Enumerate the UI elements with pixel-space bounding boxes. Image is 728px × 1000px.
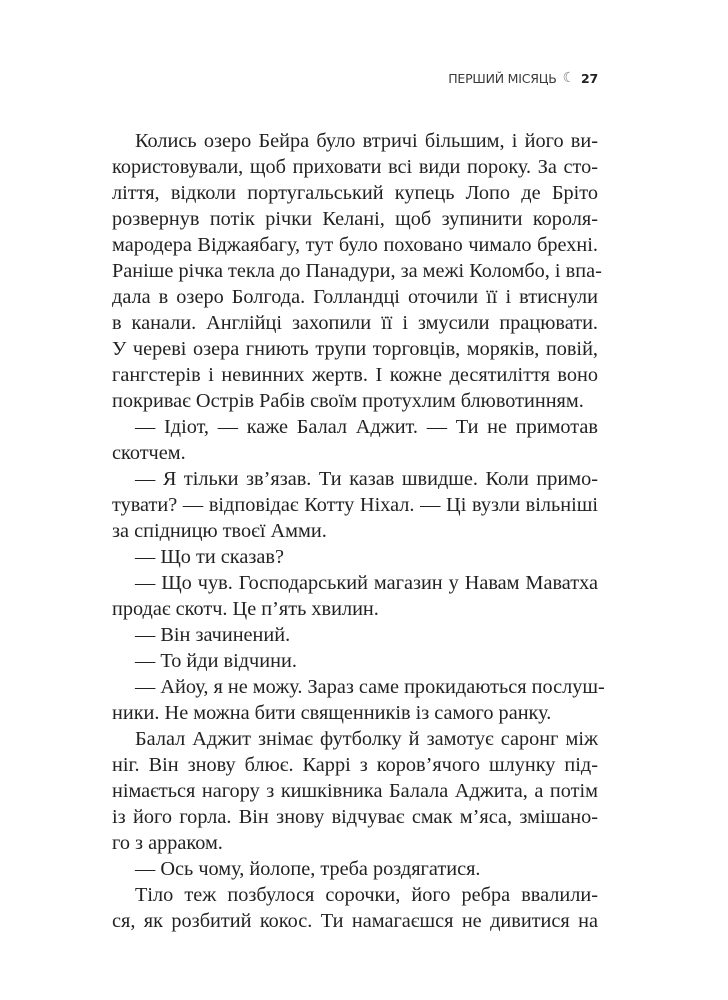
- text-line: покриває Острів Рабів своїм протухлим блювотинням.: [112, 390, 584, 412]
- text-line: ліття, відколи португальський купець Лопо де Бріто: [112, 182, 598, 204]
- text-line: — Він зачинений.: [135, 624, 291, 646]
- text-line: Тіло теж позбулося сорочки, його ребра ввалили-: [135, 884, 598, 906]
- text-line: — Айоу, я не можу. Зараз саме прокидаються послуш-: [135, 676, 605, 698]
- text-line: У череві озера гниють трупи торговців, моряків, повій,: [112, 338, 598, 360]
- text-line: гангстерів і невинних жертв. І кожне десятиліття воно: [112, 364, 598, 386]
- text-line: — Ідіот, — каже Балал Аджит. — Ти не примотав: [135, 416, 598, 438]
- running-title: ПЕРШИЙ МІСЯЦЬ: [448, 70, 557, 86]
- page-number: 27: [581, 70, 598, 86]
- text-line: — Я тільки зв’язав. Ти казав швидше. Коли примо-: [135, 468, 598, 490]
- text-line: користовували, щоб приховати всі види пороку. За сто-: [112, 156, 598, 178]
- crescent-moon-icon: ☾: [562, 70, 575, 86]
- text-line: за спідницю твоєї Амми.: [112, 520, 327, 542]
- text-line: продає скотч. Це п’ять хвилин.: [112, 598, 379, 620]
- text-line: го з арраком.: [112, 832, 223, 854]
- text-line: ніг. Він знову блює. Каррі з коров’ячого шлунку під-: [112, 754, 598, 776]
- running-header: [448, 70, 598, 86]
- text-line: — То йди відчини.: [135, 650, 297, 672]
- text-line: ся, як розбитий кокос. Ти намагаєшся не дивитися на: [112, 910, 598, 932]
- text-line: із його горла. Він знову відчуває смак м’яса, змішано-: [112, 806, 598, 828]
- text-line: Колись озеро Бейра було втричі більшим, і його ви-: [135, 130, 598, 152]
- text-line: тувати? — відповідає Котту Ніхал. — Ці вузли вільніші: [112, 494, 598, 516]
- text-line: скотчем.: [112, 442, 186, 464]
- text-line: в канали. Англійці захопили її і змусили працювати.: [112, 312, 598, 334]
- text-line: Раніше річка текла до Панадури, за межі Коломбо, і впа-: [112, 260, 602, 282]
- text-line: мародера Віджаябагу, тут було поховано чимало брехні.: [112, 234, 598, 256]
- text-line: — Що ти сказав?: [135, 546, 284, 568]
- text-line: Балал Аджит знімає футболку й замотує саронг між: [135, 728, 598, 750]
- text-line: німається нагору з кишківника Балала Аджита, а потім: [112, 780, 598, 802]
- text-line: розвернув потік річки Келані, щоб зупинити короля-: [112, 208, 598, 230]
- text-line: — Що чув. Господарський магазин у Навам Маватха: [135, 572, 598, 594]
- body-text: [112, 128, 605, 934]
- text-line: — Ось чому, йолопе, треба роздягатися.: [135, 858, 481, 880]
- text-line: ники. Не можна бити священників із самого ранку.: [112, 702, 552, 724]
- text-line: дала в озеро Болгода. Голландці оточили її і втиснули: [112, 286, 598, 308]
